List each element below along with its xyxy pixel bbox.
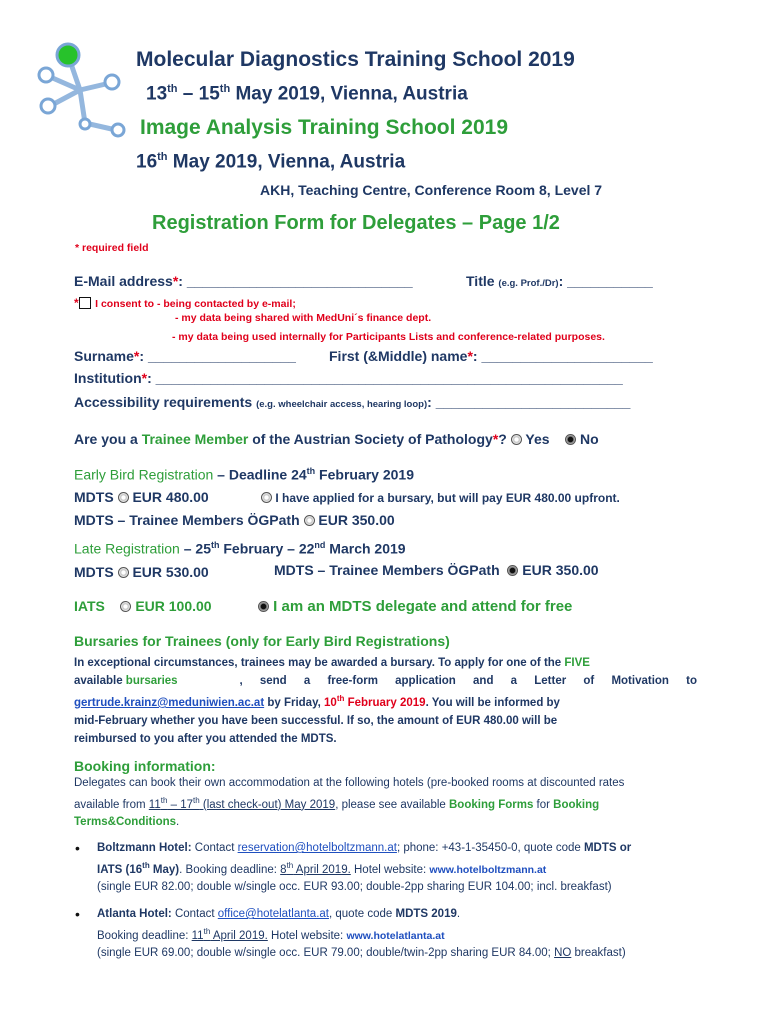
hotel-text: . — [456, 908, 461, 920]
bursaries-line — [74, 654, 697, 672]
iats-free-row — [258, 598, 572, 615]
consent-text-2: - my data being shared with MedUni´s finance dept. — [175, 312, 432, 324]
hotel-prices: (single EUR 82.00; double w/single occ. EUR 93.00; double-2pp sharing EUR 104.00; incl. breakfast) — [97, 880, 612, 893]
early-bird-heading — [74, 466, 414, 483]
consent-checkbox[interactable] — [79, 297, 91, 309]
hotel-email-link[interactable]: office@hotelatlanta.at — [217, 908, 329, 920]
early-trainee-radio[interactable] — [304, 515, 315, 526]
hotel-deadline-sup: th — [286, 861, 294, 870]
accessibility-hint: (e.g. wheelchair access, hearing loop) — [256, 399, 428, 410]
firstname-row: First (&Middle) name*: ______________________ — [329, 348, 653, 364]
late-trainee-price: EUR 350.00 — [522, 562, 599, 578]
email-row: E-Mail address*: _____________________________ — [74, 273, 413, 289]
form-title: Registration Form for Delegates – Page 1/2 — [152, 212, 560, 234]
trainee-q-text: Are you a — [74, 431, 142, 447]
hotel-code: IATS (16 — [97, 863, 143, 876]
hotel-atlanta — [97, 906, 626, 962]
iats-free-radio[interactable] — [258, 601, 269, 612]
iats-row — [74, 598, 212, 614]
late-range: February – 22 — [219, 540, 315, 557]
hotel-code: MDTS 2019 — [395, 908, 457, 920]
hotel-prices-no: NO — [554, 946, 572, 959]
bursaries-line: mid-February whether you have been successful. If so, the amount of EUR 480.00 will be — [74, 714, 558, 727]
bursaries-text-span: by Friday, — [264, 696, 325, 709]
date-sup: th — [157, 151, 168, 163]
date-iats — [136, 151, 405, 173]
hotel-text: , quote code — [329, 908, 396, 920]
early-mdts-radio[interactable] — [118, 492, 129, 503]
hotel-line — [97, 906, 626, 923]
early-trainee-price: EUR 350.00 — [318, 512, 395, 528]
early-bird-label: Early Bird Registration — [74, 466, 214, 483]
hotel-line — [97, 840, 631, 857]
hotel-text: Booking deadline: — [97, 929, 192, 942]
early-bursary-row — [261, 491, 620, 505]
trainee-no-label: No — [579, 431, 599, 447]
title-label: Title — [466, 273, 495, 289]
early-mdts-price: EUR 480.00 — [132, 489, 209, 505]
trainee-yes-radio[interactable] — [511, 434, 522, 445]
surname-label: Surname — [74, 348, 134, 364]
booking-terms-link[interactable]: Booking — [553, 798, 600, 811]
trainee-yes-label: Yes — [525, 431, 550, 447]
bursaries-date: 10 — [324, 696, 337, 709]
early-trainee-row — [74, 512, 395, 528]
bursaries-word: bursaries — [125, 675, 178, 687]
hotel-name: Boltzmann Hotel: — [97, 842, 192, 854]
booking-text: available from — [74, 798, 149, 811]
firstname-field[interactable]: ______________________ — [481, 348, 653, 364]
booking-line — [74, 792, 698, 814]
institution-label: Institution — [74, 370, 142, 386]
iats-price: EUR 100.00 — [135, 598, 212, 614]
institution-field[interactable]: ____________________________________________________________ — [155, 370, 623, 386]
booking-date: (last check-out) May 2019 — [199, 798, 336, 811]
surname-field[interactable]: ___________________ — [147, 348, 296, 364]
late-mdts-price: EUR 530.00 — [132, 564, 209, 580]
title-row: Title (e.g. Prof./Dr): ___________ — [466, 273, 653, 289]
bursaries-text-span: , send a free-form application and a Letter of Motivation to — [239, 675, 697, 687]
late-range: March 2019 — [325, 540, 406, 557]
hotel-line — [97, 857, 631, 879]
date-text: May 2019, Vienna, Austria — [230, 83, 468, 105]
hotel-text: Contact — [191, 842, 238, 854]
booking-date: – 17 — [167, 798, 193, 811]
consent-row — [74, 294, 296, 312]
email-field[interactable]: _____________________________ — [186, 273, 413, 289]
bursaries-date: February 2019 — [344, 696, 426, 709]
bursaries-date-sup: th — [336, 694, 345, 703]
date-text: 16 — [136, 151, 158, 173]
bursaries-five: FIVE — [564, 657, 590, 669]
bursaries-email-link[interactable]: gertrude.krainz@meduniwien.ac.at — [74, 696, 265, 709]
booking-text: , please see available — [335, 798, 449, 811]
hotel-prices-text: (single EUR 69.00; double w/single occ. EUR 79.00; double/twin-2pp sharing EUR 84.00; — [97, 946, 555, 959]
bursaries-line: reimbursed to you after you attended the MDTS. — [74, 732, 337, 745]
late-mdts-radio[interactable] — [118, 567, 129, 578]
date-mdts — [146, 83, 468, 105]
firstname-label: First (&Middle) name — [329, 348, 468, 364]
hotel-email-link[interactable]: reservation@hotelboltzmann.at — [237, 842, 397, 854]
late-range-sup: nd — [314, 540, 326, 550]
booking-forms-link[interactable]: Booking Forms — [449, 798, 534, 811]
trainee-q-green: Trainee Member — [141, 431, 249, 447]
iats-label: IATS — [74, 598, 105, 614]
hotel-prices-text: breakfast) — [571, 946, 626, 959]
title-iats: Image Analysis Training School 2019 — [140, 116, 509, 139]
required-note: * required field — [75, 242, 149, 254]
surname-row: Surname*: ___________________ — [74, 348, 296, 364]
molecule-logo-icon — [30, 38, 135, 148]
iats-radio[interactable] — [120, 601, 131, 612]
hotel-text: ; phone: +43-1-35450-0, quote code — [396, 842, 584, 854]
consent-star: * — [74, 296, 79, 310]
booking-heading: Booking information: — [74, 758, 216, 774]
late-label: Late Registration — [74, 540, 180, 557]
booking-text: for — [533, 798, 554, 811]
hotel-text: . Booking deadline: — [179, 863, 281, 876]
late-mdts-label: MDTS — [74, 564, 114, 580]
date-text: 13 — [146, 83, 168, 105]
booking-date-sup: th — [193, 796, 200, 805]
hotel-deadline: April 2019. — [210, 929, 268, 942]
late-trainee-label: MDTS – Trainee Members ÖGPath — [274, 562, 500, 578]
early-deadline: February 2019 — [315, 466, 415, 483]
bursaries-text-span: In exceptional circumstances, trainees may be awarded a bursary. To apply for one of the — [74, 657, 565, 669]
booking-terms-link[interactable]: Terms&Conditions — [74, 815, 177, 828]
early-mdts-label: MDTS — [74, 489, 114, 505]
trainee-q-text: of the Austrian Society of Pathology — [248, 431, 493, 447]
hotel-deadline: 8 — [280, 863, 287, 876]
bursaries-text-span: . You will be informed by — [425, 696, 560, 709]
early-deadline-sup: th — [306, 466, 316, 476]
consent-text-1: I consent to - being contacted by e-mail; — [95, 298, 296, 310]
date-sup: th — [219, 83, 231, 95]
venue: AKH, Teaching Centre, Conference Room 8, Level 7 — [260, 182, 603, 198]
bursaries-text-span: available — [74, 675, 126, 687]
booking-intro — [74, 775, 698, 831]
accessibility-field[interactable]: _________________________ — [435, 394, 631, 410]
hotel-text: Hotel website: — [350, 863, 430, 876]
hotel-prices — [97, 945, 626, 962]
early-bursary-label: I have applied for a bursary, but will pay EUR 480.00 upfront. — [275, 491, 620, 505]
date-text: May 2019, Vienna, Austria — [167, 151, 406, 173]
early-trainee-label: MDTS – Trainee Members ÖGPath — [74, 512, 300, 528]
hotel-name: Atlanta Hotel: — [97, 908, 172, 920]
hotel-website-link[interactable]: www.hotelatlanta.at — [346, 929, 445, 942]
hotel-code: May) — [149, 863, 180, 876]
trainee-no-radio[interactable] — [565, 434, 576, 445]
hotel-text: Hotel website: — [267, 929, 347, 942]
early-bursary-radio[interactable] — [261, 492, 272, 503]
date-text: – 15 — [177, 83, 220, 105]
trainee-question: Are you a Trainee Member of the Austrian Society of Pathology*? Yes No — [74, 431, 599, 447]
institution-row: Institution*: ____________________________________________________________ — [74, 370, 623, 386]
hotel-code-sup: th — [142, 861, 150, 870]
late-range-sup: th — [210, 540, 220, 550]
booking-date: 11 — [148, 798, 161, 811]
iats-free-label: I am an MDTS delegate and attend for free — [273, 598, 573, 615]
bullet-icon: • — [75, 906, 80, 922]
booking-date-sup: th — [160, 796, 168, 805]
booking-line: Delegates can book their own accommodation at the following hotels (pre-booked rooms at discounted rates — [74, 777, 625, 789]
date-sup: th — [167, 83, 178, 95]
bursaries-text — [74, 654, 697, 748]
booking-line — [74, 814, 698, 831]
bursaries-heading: Bursaries for Trainees (only for Early Bird Registrations) — [74, 633, 450, 649]
hotel-deadline: April 2019. — [293, 863, 351, 876]
title-hint: (e.g. Prof./Dr) — [498, 278, 559, 289]
title-field[interactable]: ___________ — [567, 273, 653, 289]
booking-text: . — [176, 815, 180, 828]
bullet-icon: • — [75, 840, 80, 856]
early-mdts-row — [74, 489, 209, 505]
hotel-deadline: 11 — [191, 929, 204, 942]
accessibility-label: Accessibility requirements — [74, 394, 253, 410]
hotel-boltzmann — [97, 840, 631, 896]
email-label: E-Mail address — [74, 273, 173, 289]
hotel-line — [97, 923, 626, 945]
bursaries-line — [74, 690, 697, 712]
late-range: – 25 — [179, 540, 211, 557]
hotel-deadline-sup: th — [203, 927, 211, 936]
bursaries-line — [74, 672, 697, 690]
hotel-code: MDTS or — [583, 842, 632, 854]
hotel-website-link[interactable]: www.hotelboltzmann.at — [429, 863, 547, 876]
consent-text-3: - my data being used internally for Participants Lists and conference-related purposes. — [172, 331, 605, 343]
late-trainee-radio[interactable] — [507, 565, 518, 576]
late-mdts-row — [74, 564, 209, 580]
early-deadline: – Deadline 24 — [213, 466, 307, 483]
title-mdts: Molecular Diagnostics Training School 2019 — [136, 48, 575, 71]
hotel-text: Contact — [171, 908, 218, 920]
accessibility-row: Accessibility requirements (e.g. wheelchair access, hearing loop): _________________________ — [74, 394, 631, 410]
late-trainee-row — [274, 562, 599, 578]
late-heading — [74, 540, 406, 557]
